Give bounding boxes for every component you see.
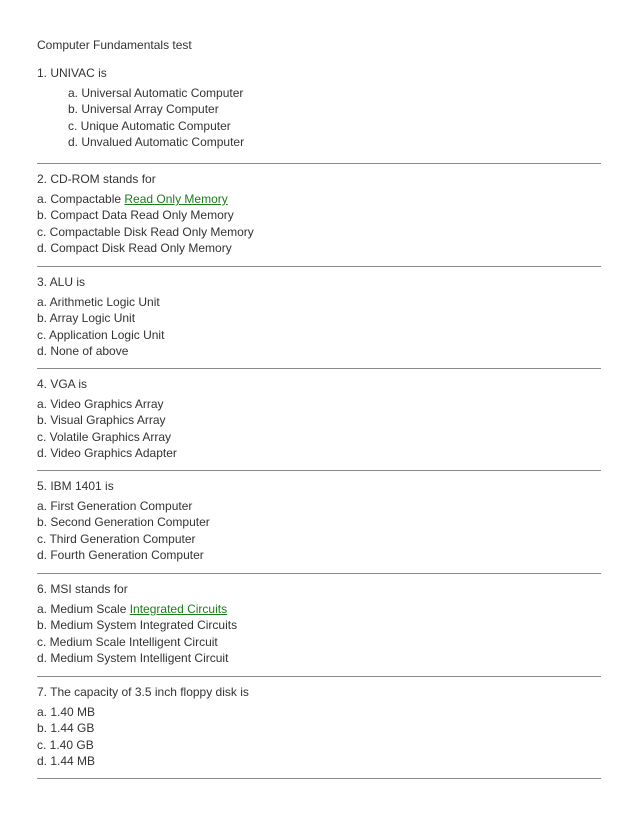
question-2-option-a [37,192,601,208]
integrated-circuits-link[interactable]: Integrated Circuits [129,602,228,616]
question-4-option-d: d. Video Graphics Adapter [37,445,177,460]
question-4-option-a: a. Video Graphics Array [37,397,164,411]
divider [37,163,601,164]
question-3-option-b: b. Array Logic Unit [37,311,136,326]
divider [37,676,601,677]
question-1-option-d: d. Unvalued Automatic Computer [68,134,245,149]
question-7-option-a: a. 1.40 MB [37,705,96,719]
question-6-option-b: b. Medium System Integrated Circuits [37,618,238,633]
question-7-option-d: d. 1.44 MB [37,753,96,768]
question-1-option-b: b. Universal Array Computer [68,102,219,117]
divider [37,573,601,574]
question-6 [37,582,601,667]
question-4-option-b: b. Visual Graphics Array [37,413,166,428]
question-5-option-b: b. Second Generation Computer [37,515,210,530]
question-5 [37,479,601,564]
question-7-option-b: b. 1.44 GB [37,721,95,736]
question-4 [37,377,601,462]
question-6-option-d: d. Medium System Intelligent Circuit [37,650,229,665]
question-3-stem: 3. ALU is [37,275,86,289]
read-only-memory-link[interactable]: Read Only Memory [124,192,228,206]
question-7-stem: 7. The capacity of 3.5 inch floppy disk is [37,685,249,699]
question-2-option-b: b. Compact Data Read Only Memory [37,208,234,223]
question-2-option-d: d. Compact Disk Read Only Memory [37,240,232,255]
question-1-option-a: a. Universal Automatic Computer [68,86,244,100]
question-5-option-c: c. Third Generation Computer [37,531,196,546]
question-1-option-c: c. Unique Automatic Computer [68,118,231,133]
question-1-options [68,86,244,151]
option-text: a. Compactable [37,192,125,206]
question-5-option-a: a. First Generation Computer [37,499,193,513]
question-1-stem: 1. UNIVAC is [37,66,107,80]
question-7-option-c: c. 1.40 GB [37,737,94,752]
divider [37,266,601,267]
question-2-option-c: c. Compactable Disk Read Only Memory [37,224,254,239]
divider [37,778,601,779]
question-5-stem: 5. IBM 1401 is [37,479,114,493]
question-4-option-c: c. Volatile Graphics Array [37,429,172,444]
question-3-option-c: c. Application Logic Unit [37,327,165,342]
divider [37,368,601,369]
question-6-stem: 6. MSI stands for [37,582,128,596]
question-3-option-d: d. None of above [37,343,129,358]
question-6-option-a [37,602,601,618]
divider [37,470,601,471]
question-3 [37,275,601,360]
option-text: a. Medium Scale [37,602,130,616]
question-2 [37,172,601,257]
question-5-option-d: d. Fourth Generation Computer [37,547,204,562]
page-title: Computer Fundamentals test [37,38,192,52]
question-6-option-c: c. Medium Scale Intelligent Circuit [37,634,218,649]
question-7 [37,685,601,770]
question-4-stem: 4. VGA is [37,377,88,391]
question-3-option-a: a. Arithmetic Logic Unit [37,295,160,309]
question-2-stem: 2. CD-ROM stands for [37,172,156,186]
